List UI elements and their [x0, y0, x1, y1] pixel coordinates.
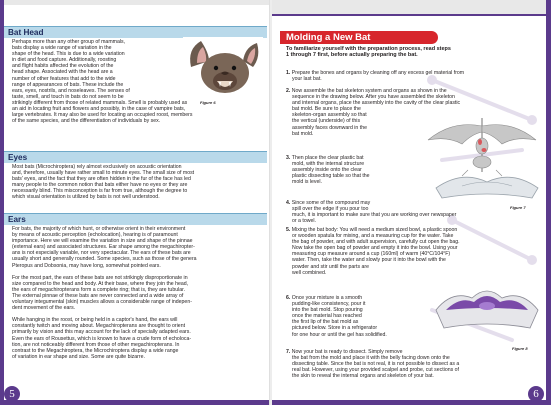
eyes-text — [4, 163, 267, 203]
text-line: which visual orientation is utilized by bats is not well understood. — [12, 194, 160, 201]
step-1 — [286, 70, 544, 82]
step-line: spill over the edge if you pour too — [292, 206, 369, 213]
figure-6-caption: Figure 6 — [200, 100, 216, 105]
text-line: the ears of megachiropterans form a complete ring; that is, they are tubular. — [12, 286, 186, 293]
text-line: by means of acoustic perception (echolocation), hearing is of paramount — [12, 232, 178, 239]
text-line: constantly twitch and moving about. Megachiropterans are thought to orient — [12, 323, 186, 330]
eyes-heading: Eyes — [4, 151, 267, 163]
text-line: To familiarize yourself with the preparation process, read steps — [286, 46, 451, 52]
text-line: bats' eyes, and the fact that they are often hidden in the fur of the face has led — [12, 176, 191, 183]
figure-8-caption: Figure 8 — [512, 346, 528, 351]
step-line: Then place the clear plastic bat — [291, 155, 364, 161]
step-line: Mixing the bat body: You will need a medium sized bowl, a plastic spoon — [291, 227, 458, 233]
step-5 — [286, 227, 544, 276]
text-line: taste, smell, and touch in bats do not seem to be — [12, 93, 124, 100]
step-line: real bat. However, using your provided scalpel and probe, cut sections of — [292, 367, 459, 374]
text-line: 1 through 7 first, before actually preparing the bat. — [286, 52, 418, 59]
step-line: into the bat mold. Stop pouring — [292, 307, 363, 314]
step-line: measuring cup measure around a cup (160ml) of warm (40°C/104°F) — [292, 251, 451, 258]
text-line: For the most part, the ears of these bats are not strikingly disproportionate in — [12, 274, 188, 281]
text-line: Pteropus and Dobsonia, may have long, somewhat pointed ears. — [12, 262, 161, 269]
text-line: importance. Here we will examine the variation in size and shape of the pinnae — [12, 238, 193, 245]
left-bottom-strip — [0, 400, 270, 405]
step-7 — [286, 349, 544, 379]
bat-head-photo — [183, 37, 263, 97]
text-line: Perhaps more than any other group of mammals, — [12, 39, 126, 45]
text-line: contrast to the Megachiroptera, the Microchiroptera display a wide range — [12, 347, 179, 354]
text-line: large vertebrates. It may also be used for locating an occupied roost, members — [12, 112, 193, 119]
right-page — [272, 0, 551, 405]
step-line: or a towel. — [292, 218, 316, 225]
right-top-strip — [272, 0, 551, 14]
text-line: of the same species, and the differentiation of individuals by sex. — [12, 118, 161, 125]
step-line: bat mold. — [292, 130, 314, 137]
step-line: dissecting table. Since the bat is not real, it is not possible to dissect as a — [292, 361, 460, 368]
text-line: in diet and food capture. Additionally, roosting — [12, 57, 117, 64]
text-line: (external ears) and associated structures. Ear shape among the megachiropter- — [12, 244, 195, 251]
text-line: ans is not especially variable, nor very spectacular. The ears of these bats are — [12, 250, 191, 257]
step-line: pictured below. Store in a refrigerator — [292, 325, 378, 332]
step-line: the bat from the mold and place it with the belly facing down onto the — [292, 355, 450, 362]
step-line: plastic dissecting table so that the — [292, 173, 370, 180]
text-line: Even the ears of Rousettus, which is known to have a crude form of echoloca- — [12, 335, 192, 342]
right-outer-bar — [546, 0, 551, 405]
figure-7-caption: Figure 7 — [510, 205, 526, 210]
ears-section — [4, 213, 267, 362]
text-line: head shape. Associated with the head are a — [12, 69, 113, 76]
step-line: the bag of powder, and with adult supervision, carefully cut open the bag. — [292, 239, 460, 246]
ears-text-3 — [4, 316, 267, 362]
step-line: mold is level. — [292, 179, 322, 186]
page-number-right: 6 — [528, 386, 544, 402]
page-number-left: 5 — [4, 386, 20, 402]
step-line: Now take the open bag of powder and empty it into the bowl. Using your — [292, 245, 458, 252]
text-line: range of appearances of bats. These include the — [12, 81, 124, 88]
text-line: shape of the head. This is due to a wide variation — [12, 51, 125, 58]
step-number: 6. — [286, 295, 292, 301]
text-line: voluntary integumental (skin) muscles allows a considerable range of indepen- — [12, 299, 192, 306]
step-line: Now your bat is ready to dissect. Simply remove — [291, 349, 403, 355]
text-line: dent movement of the ears. — [12, 305, 76, 312]
text-line: bats display a wide range of variation in the — [12, 45, 112, 52]
step-line: once the material has reached — [292, 313, 362, 320]
step-line: water. Then, take the water and slowly pour it into the bowl with the — [292, 257, 446, 264]
right-bottom-strip — [272, 400, 551, 405]
page-title: Molding a New Bat — [286, 32, 371, 43]
text-line: ears, eyes, nostrils, and noseleaves. The senses of — [12, 87, 130, 94]
step-number: 2. — [286, 88, 292, 94]
step-line: sequence in the drawing below. After you have assembled the skeleton — [292, 94, 455, 101]
step-number: 3. — [286, 155, 292, 161]
step-line: much, it is important to make sure that you are working over newspaper — [292, 212, 457, 219]
step-line: Since some of the compound may — [291, 200, 371, 206]
left-top-strip — [0, 0, 270, 5]
text-line: an aid in locating fruit and flowers and possibly, in the case of vampire bats, — [12, 106, 186, 113]
bat-head-heading: Bat Head — [4, 26, 267, 38]
step-line: well combined. — [292, 269, 327, 276]
text-line: many people to the common notion that bats either have no eyes or they are — [12, 182, 188, 189]
step-line: mold, with the internal structure — [292, 161, 365, 168]
text-line: The external pinnae of these bats are never connected and a wide array of — [12, 292, 184, 299]
step-line: powder and stir until the parts are — [292, 263, 369, 270]
step-4 — [286, 200, 544, 224]
filled-mold-illustration — [432, 280, 542, 336]
ears-text-2 — [4, 274, 267, 314]
ears-text-1 — [4, 225, 267, 271]
ears-heading: Ears — [4, 213, 267, 225]
step-line: the skin to reveal the internal organs and skeleton of your bat. — [292, 373, 434, 380]
text-line: number of other features that add to the wide — [12, 75, 116, 82]
step-line: Prepare the bones and organs by cleaning off any excess gel material from — [291, 70, 465, 76]
text-line: Most bats (Microchiroptera) rely almost exclusively on acoustic orientation — [12, 164, 182, 170]
text-line: and flight habits affected the evolution of the — [12, 63, 114, 70]
step-6 — [286, 295, 436, 338]
eyes-section — [4, 151, 267, 203]
text-line: For bats, the majority of which hunt, or otherwise orient in their environment — [12, 226, 186, 232]
step-line: assembly inside onto the clear — [292, 167, 362, 174]
text-line: primarily by vision and this may account for the lack of specially adapted ears. — [12, 329, 191, 336]
text-line: usually short and generally rounded. Some species, such as those of the genera — [12, 256, 197, 263]
step-line: bat mold. Be sure to place the — [292, 106, 361, 113]
step-line: Now assemble the bat skeleton system and organs as shown in the — [291, 88, 447, 94]
text-line: tion, are not noticeably different from those of other megachiropterans. In — [12, 341, 180, 348]
text-line: of variation in ear shape and size. Some are quite bizarre. — [12, 353, 145, 360]
step-3 — [286, 155, 436, 185]
text-line: size compared to the head and body. At their base, where they join the head, — [12, 280, 189, 287]
intro-text — [286, 46, 544, 59]
step-line: and internal organs, place the assembly into the cavity of the clear plastic — [292, 100, 461, 107]
mold-illustration — [432, 168, 542, 204]
step-number: 1. — [286, 70, 292, 76]
step-line: or wooden spatula for mixing, and a measuring cup for the water. Take — [292, 233, 454, 240]
text-line: strikingly different from those of related mammals. Smell is probably used as — [12, 99, 188, 106]
text-line: and, therefore, usually have rather small to minute eyes. The small size of most — [12, 170, 195, 177]
step-line: pudding-like consistency, pour it — [292, 301, 366, 308]
text-line: While hanging in the roost, or being held in a captor's hand, the ears will — [12, 317, 178, 324]
step-number: 7. — [286, 349, 292, 355]
text-line: necessarily blind. This misconception is far from true, although the degree to — [12, 188, 188, 195]
step-line: the first lip of the bat mold as — [292, 319, 359, 326]
step-line: for one hour or until the gel has solidified. — [292, 331, 387, 338]
step-line: skeleton-organ assembly so that — [292, 112, 367, 119]
left-page — [0, 0, 270, 405]
step-number: 5. — [286, 227, 292, 233]
step-line: assembly faces downward in the — [292, 124, 367, 131]
step-line: your last bat. — [292, 76, 322, 83]
right-top-line — [272, 14, 551, 16]
step-line: the vertical (underside) of this — [292, 118, 361, 125]
step-number: 4. — [286, 200, 292, 206]
step-line: Once your mixture is a smooth — [291, 295, 363, 301]
